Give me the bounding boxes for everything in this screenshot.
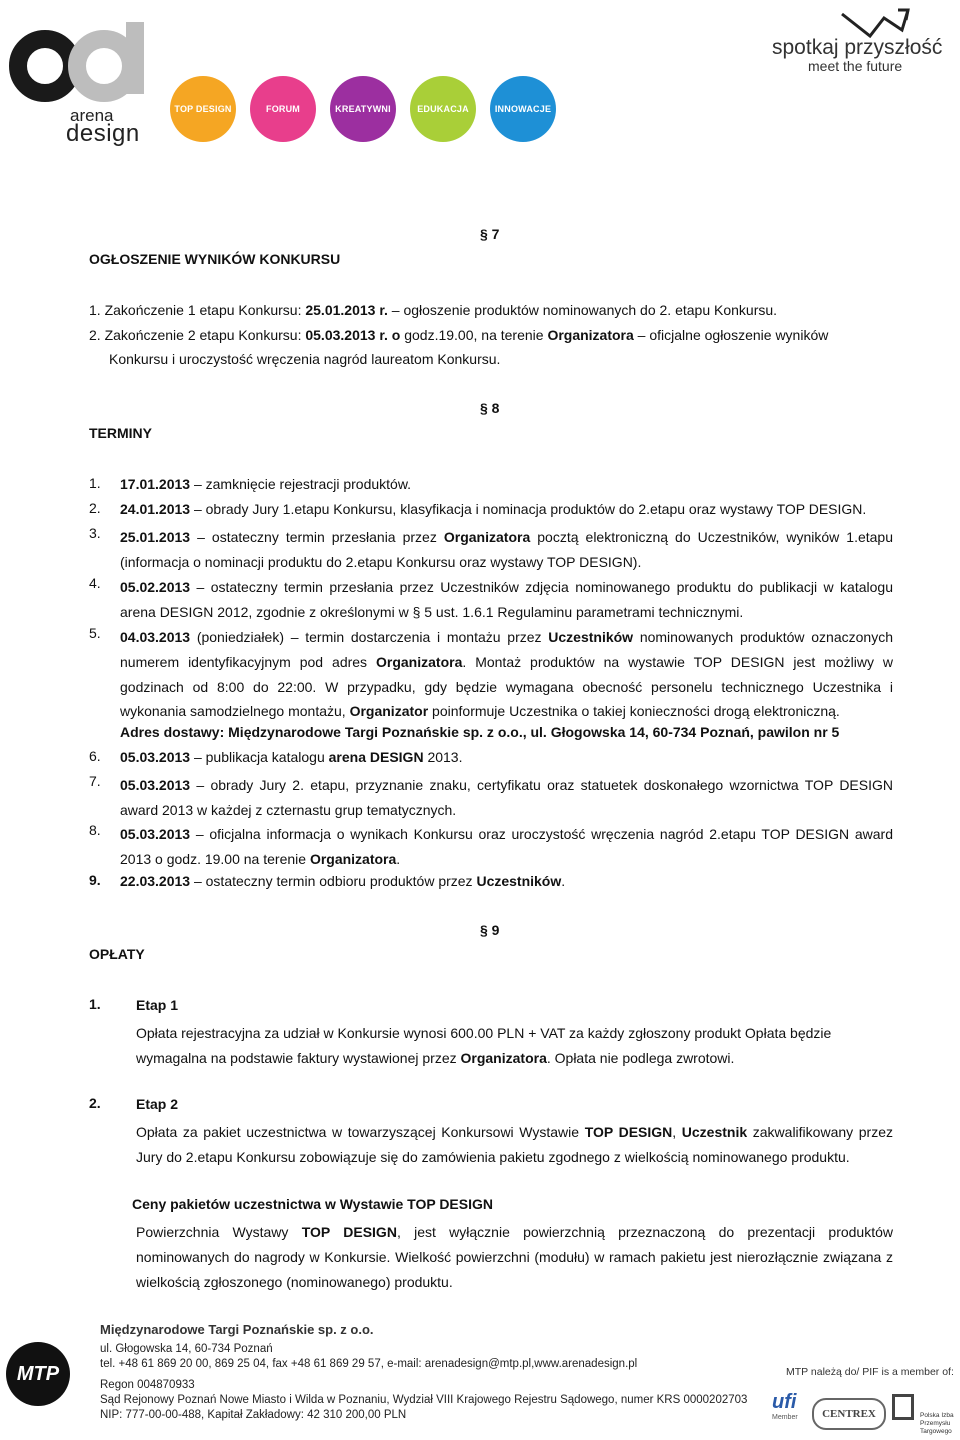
ufi-member-text: Member (772, 1414, 798, 1421)
section-7-title: OGŁOSZENIE WYNIKÓW KONKURSU (89, 251, 341, 267)
circle-edukacja: EDUKACJA (410, 76, 476, 142)
circle-forum: FORUM (250, 76, 316, 142)
s7-item-2: 2. Zakończenie 2 etapu Konkursu: 05.03.2013 r. o godz.19.00, na terenie Organizatora – oficjalne ogłoszenie wyników (89, 327, 829, 343)
member-of-label: MTP należą do/ PIF is a member of: (786, 1366, 954, 1378)
pipt-text-3: Targowego (920, 1428, 952, 1435)
ufi-logo (772, 1390, 806, 1430)
pipt-text-1: Polska Izba (920, 1412, 954, 1419)
term-7: 05.03.2013 – obrady Jury 2. etapu, przyznanie znaku, certyfikatu oraz statuetek doskonałego wzornictwa TOP DESIGN award 2013 w każdej z czternastu grup tematycznych. (120, 777, 893, 818)
arena-design-mark (8, 22, 148, 112)
pipt-icon (892, 1394, 914, 1420)
term-4-number: 4. (89, 575, 101, 591)
term-3: 25.01.2013 – ostateczny termin przesłania przez Organizatora pocztą elektroniczną do Uczestników, wyników 1.etapu (informacja o nominacji produktu do 2.etapu Konkursu oraz wystawy TOP DESIGN). (120, 529, 893, 570)
arrow-icon (840, 6, 910, 40)
etap-2-number: 2. (89, 1095, 101, 1111)
mtp-logo (6, 1342, 70, 1406)
logo-text-arena: arena (70, 106, 114, 125)
footer-address: ul. Głogowska 14, 60-734 Poznań (100, 1343, 273, 1355)
section-8-mark: § 8 (480, 400, 500, 416)
etap-2-text: Opłata za pakiet uczestnictwa w towarzyszącej Konkursowi Wystawie TOP DESIGN, Uczestnik zakwalifikowany przez Jury do 2.etapu Konkursu zobowiązuje się do zamówienia pakietu zgodnego z wielkością nominowanego produktu. (136, 1124, 893, 1165)
etap-2-title: Etap 2 (136, 1096, 179, 1112)
etap-1-title: Etap 1 (136, 997, 179, 1013)
term-8: 05.03.2013 – oficjalna informacja o wynikach Konkursu oraz uroczystość wręczenia nagród 2.etapu TOP DESIGN award 2013 o godz. 19.00 na terenie Organizatora. (120, 826, 893, 867)
footer-court: Sąd Rejonowy Poznań Nowe Miasto i Wilda w Poznaniu, Wydział VIII Krajowego Rejestru Sądowego, numer KRS 0000202703 (100, 1394, 748, 1406)
centrex-logo (812, 1398, 886, 1430)
section-8-title: TERMINY (89, 425, 152, 441)
term-6-number: 6. (89, 748, 101, 764)
centrex-logo-text: CENTREX (822, 1408, 876, 1420)
term-6: 05.03.2013 – publikacja katalogu arena DESIGN 2013. (120, 749, 463, 765)
footer-company: Międzynarodowe Targi Poznańskie sp. z o.o. (100, 1322, 374, 1337)
pipt-logo (892, 1392, 956, 1436)
ceny-text: Powierzchnia Wystawy TOP DESIGN, jest wyłącznie powierzchnią przeznaczoną do prezentacji produktów nominowanych do nagrody w Konkursie. Wielkość powierzchni (modułu) w ramach pakietu jest nierozłącznie związana z wielkością zgłoszonego (nominowanego) produktu. (136, 1224, 893, 1290)
tagline-spotkaj: spotkaj przyszłość (772, 36, 943, 59)
term-1-number: 1. (89, 475, 101, 491)
s7-item-2-line2: Konkursu i uroczystość wręczenia nagród laureatom Konkursu. (109, 351, 501, 367)
term-3-number: 3. (89, 525, 101, 541)
arena-design-logo (8, 22, 148, 152)
circle-kreatywni: KREATYWNI (330, 76, 396, 142)
logo-text-design: design (66, 120, 140, 147)
term-5: 04.03.2013 (poniedziałek) – termin dostarczenia i montażu przez Uczestników nominowanych produktów oznaczonych numerem identyfikacyjnym pod adres Organizatora. Montaż produktów na wystawie TOP DESIGN jest możliwy w godzinach od 8:00 do 22:00. W przypadku, gdy będzie wymagana obecność personelu technicznego Uczestnika i wykonania samodzielnego montażu, Organizator poinformuje Uczestnika o takiej konieczności drogą elektroniczną. (120, 629, 893, 720)
term-9: 22.03.2013 – ostateczny termin odbioru produktów przez Uczestników. (120, 873, 566, 889)
term-8-number: 8. (89, 822, 101, 838)
section-9-mark: § 9 (480, 922, 500, 938)
section-9-title: OPŁATY (89, 946, 145, 962)
term-7-number: 7. (89, 773, 101, 789)
circle-innowacje: INNOWACJE (490, 76, 556, 142)
etap-1-text: Opłata rejestracyjna za udział w Konkursie wynosi 600.00 PLN + VAT za każdy zgłoszony produkt Opłata będzie wymagalna na podstawie faktury wystawionej przez Organizatora. Opłata nie podlega zwrotowi. (136, 1025, 832, 1066)
footer-nip: NIP: 777-00-00-488, Kapitał Zakładowy: 42 310 200,00 PLN (100, 1409, 407, 1421)
term-5-number: 5. (89, 625, 101, 641)
tagline-meet-the-future: meet the future (808, 58, 903, 74)
etap-1-number: 1. (89, 996, 101, 1012)
s7-item-1: 1. Zakończenie 1 etapu Konkursu: 25.01.2013 r. – ogłoszenie produktów nominowanych do 2. etapu Konkursu. (89, 302, 778, 318)
footer-contact: tel. +48 61 869 20 00, 869 25 04, fax +48 61 869 29 57, e-mail: arenadesign@mtp.pl,www.arenadesign.pl (100, 1358, 638, 1370)
term-1: 17.01.2013 – zamknięcie rejestracji produktów. (120, 476, 412, 492)
term-9-number: 9. (89, 872, 101, 888)
delivery-address: Adres dostawy: Międzynarodowe Targi Poznańskie sp. z o.o., ul. Głogowska 14, 60-734 Poznań, pawilon nr 5 (120, 724, 840, 740)
term-4: 05.02.2013 – ostateczny termin przesłania przez Uczestników zdjęcia nominowanego produktu do publikacji w katalogu arena DESIGN 2012, zgodnie z określonymi w § 5 ust. 1.6.1 Regulaminu parametrami technicznymi. (120, 579, 893, 620)
mtp-logo-text: MTP (16, 1362, 60, 1385)
pipt-text-2: Przemysłu (920, 1420, 951, 1427)
circle-top-design: TOP DESIGN (170, 76, 236, 142)
ufi-logo-text: ufi (772, 1391, 797, 1413)
footer-regon: Regon 004870933 (100, 1379, 195, 1391)
term-2-number: 2. (89, 500, 101, 516)
term-2: 24.01.2013 – obrady Jury 1.etapu Konkursu, klasyfikacja i nominacja produktów do 2.etapu oraz wystawy TOP DESIGN. (120, 501, 867, 517)
meet-the-future-logo (770, 6, 955, 76)
ceny-title: Ceny pakietów uczestnictwa w Wystawie TOP DESIGN (132, 1196, 493, 1212)
section-7-mark: § 7 (480, 226, 500, 242)
